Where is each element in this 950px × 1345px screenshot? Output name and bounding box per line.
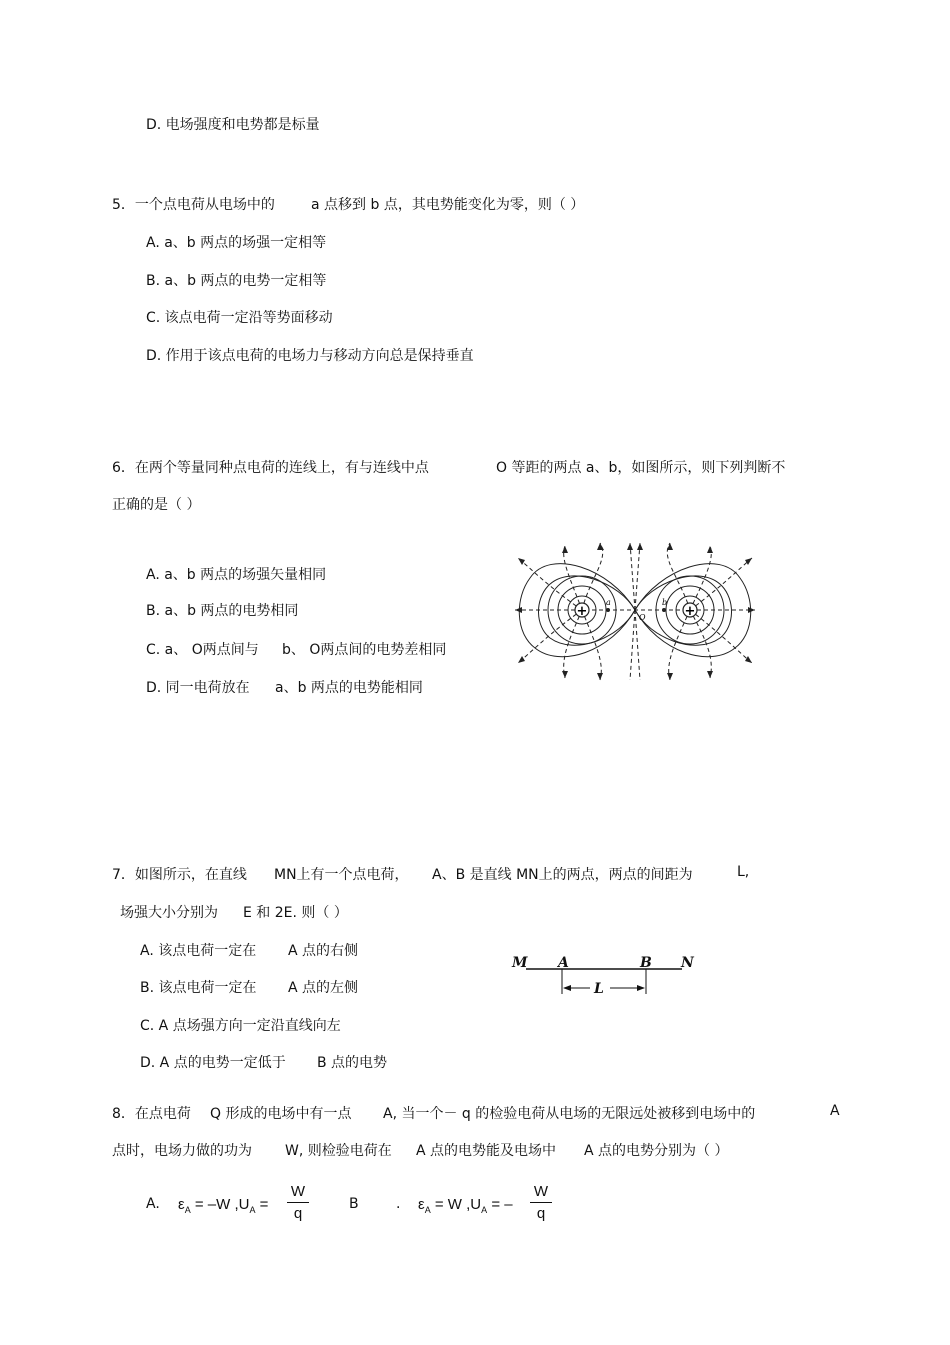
- numerator: W: [533, 1183, 549, 1200]
- q5-option-c: C. 该点电荷一定沿等势面移动: [146, 310, 333, 326]
- q8-stem-d: A: [830, 1103, 840, 1119]
- q6-stem-cont: O 等距的两点 a、b，如图所示，则下列判断不: [496, 460, 786, 476]
- denominator: q: [293, 1205, 303, 1222]
- q8-option-a-formula: [178, 1196, 268, 1215]
- q8-stem: 8．在点电荷: [112, 1106, 191, 1122]
- label-l: L: [594, 981, 604, 997]
- q5-option-b: B. a、b 两点的电势一定相等: [146, 273, 327, 289]
- epsilon-symbol: ε: [418, 1196, 425, 1213]
- q6-option-c: C. a、 O两点间与: [146, 642, 259, 658]
- q6-stem: 6．在两个等量同种点电荷的连线上，有与连线中点: [112, 460, 429, 476]
- right-charge-sign: +: [684, 604, 696, 619]
- q6-option-c-cont: b、 O两点间的电势差相同: [282, 642, 447, 658]
- q7-option-b: B. 该点电荷一定在: [140, 980, 257, 996]
- q7-stem-c: A、B 是直线 MN上的两点，两点的间距为: [432, 867, 693, 883]
- q7-stem-f: E 和 2E. 则（ ）: [243, 905, 348, 921]
- q8-option-b-dot: .: [396, 1196, 401, 1212]
- q8-stem-c: A, 当一个－ q 的检验电荷从电场的无限远处被移到电场中的: [383, 1106, 756, 1122]
- denominator: q: [536, 1205, 546, 1222]
- q5-stem-cont: a 点移到 b 点，其电势能变化为零，则（ ）: [311, 197, 585, 213]
- subscript-a: A: [249, 1205, 256, 1215]
- q7-stem-d: L,: [737, 864, 750, 880]
- mn-line-figure: [510, 950, 710, 998]
- label-b: B: [640, 955, 652, 971]
- point-o-label: O: [639, 613, 646, 622]
- two-charges-field-figure: [510, 538, 760, 683]
- q8-stem-e: 点时，电场力做的功为: [112, 1143, 252, 1159]
- subscript-a: A: [424, 1205, 431, 1215]
- q8-option-b-formula: [418, 1196, 513, 1215]
- q7-option-c: C. A 点场强方向一定沿直线向左: [140, 1018, 341, 1034]
- q7-option-b-cont: A 点的左侧: [288, 980, 359, 996]
- q7-stem-b: MN上有一个点电荷，: [274, 867, 409, 883]
- q6-stem-line2: 正确的是（ ）: [112, 497, 201, 513]
- label-m: M: [512, 955, 528, 971]
- left-charge-sign: +: [576, 604, 588, 619]
- q8-option-a-label: A.: [146, 1196, 160, 1212]
- q8-stem-g: A 点的电势能及电场中: [416, 1143, 557, 1159]
- q8-option-b-label: B: [349, 1196, 359, 1212]
- q8-stem-f: W, 则检验电荷在: [285, 1143, 392, 1159]
- q4-option-d: D. 电场强度和电势都是标量: [146, 117, 320, 133]
- label-a: A: [558, 955, 569, 971]
- q6-option-d: D. 同一电荷放在: [146, 680, 250, 696]
- q8-stem-b: Q 形成的电场中有一点: [210, 1106, 352, 1122]
- q8-option-a-fraction: [287, 1183, 309, 1222]
- q5-option-d: D. 作用于该点电荷的电场力与移动方向总是保持垂直: [146, 348, 474, 364]
- q7-stem: 7．如图所示，在直线: [112, 867, 247, 883]
- equals-minus: = –: [491, 1196, 513, 1213]
- q5-stem: 5．一个点电荷从电场中的: [112, 197, 275, 213]
- q7-option-d-cont: B 点的电势: [317, 1055, 388, 1071]
- equals-sign: =: [259, 1196, 269, 1213]
- epsilon-symbol: ε: [178, 1196, 185, 1213]
- q7-option-d: D. A 点的电势一定低于: [140, 1055, 286, 1071]
- q7-option-a: A. 该点电荷一定在: [140, 943, 257, 959]
- q7-option-a-cont: A 点的右侧: [288, 943, 359, 959]
- q6-option-a: A. a、b 两点的场强矢量相同: [146, 567, 327, 583]
- q5-option-a: A. a、b 两点的场强一定相等: [146, 235, 327, 251]
- q6-option-b: B. a、b 两点的电势相同: [146, 603, 299, 619]
- formula-middle: = –W ,U: [194, 1196, 250, 1213]
- q6-option-d-cont: a、b 两点的电势能相同: [275, 680, 423, 696]
- q8-option-b-fraction: [530, 1183, 552, 1222]
- q7-stem-e: 场强大小分别为: [120, 905, 218, 921]
- q8-stem-h: A 点的电势分别为（ ）: [584, 1143, 729, 1159]
- numerator: W: [290, 1183, 306, 1200]
- subscript-a: A: [184, 1205, 191, 1215]
- formula-middle: = W ,U: [434, 1196, 482, 1213]
- point-a-label: a: [606, 598, 611, 607]
- point-b-label: b: [662, 598, 668, 607]
- label-n: N: [681, 955, 694, 971]
- subscript-a: A: [481, 1205, 488, 1215]
